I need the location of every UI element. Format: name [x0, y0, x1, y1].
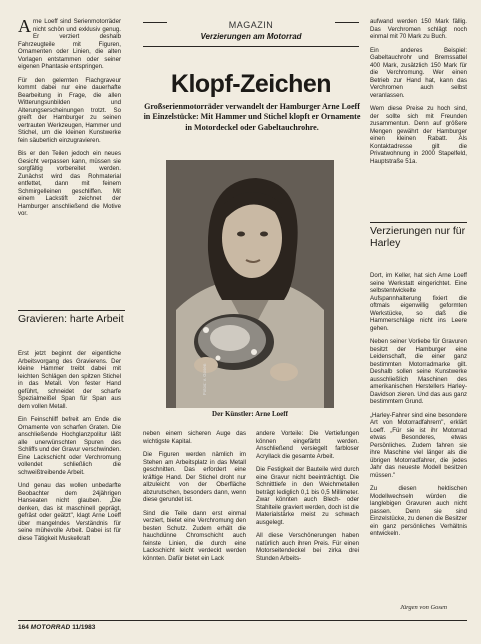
paragraph: Bis er den Teilen jedoch ein neues Gesicht verpassen kann, müssen sie sorgfältig vorbereitet werden. Zunächst wird das Rohmaterial entfettet, dann mit feinem Schmirgelleinen geschliffen. Mit einem Lackstift zeichnet der Hamburger anschließend die Motive vor. — [18, 150, 121, 217]
paragraph: Zu diesen hektischen Modellwechseln würden die langlebigen Gravuren auch nicht passen. Denn sie sind Einzelstücke, zu denen die Besitzer ein ganz persönliches Verhältnis entwickeln. — [370, 485, 467, 537]
headline: Klopf-Zeichen — [170, 70, 332, 98]
paragraph: Neben seiner Vorliebe für Gravuren besitzt der Hamburger eine Leidenschaft, die einer ganz bestimmten Motorradmarke gilt. Deshalb sollen seine Kunstwerke ausschließlich Maschinen des amerikanischen Herstellers Harley-Davidson zieren. Und das aus ganz bestimmtem Grund. — [370, 338, 467, 405]
intro-text: rne Loeff sind Serienmotorräder nicht schön und exklusiv genug. Er verziert deshalb Fahrzeugteile mit Figuren, Ornamenten oder Linien, die alten Vorlagen entstammen oder seiner eigenen Phantasie entspringen. — [18, 18, 121, 70]
photo-illustration — [166, 160, 334, 408]
page-number: 164 — [18, 624, 29, 631]
footer-rule — [18, 620, 467, 621]
author-byline: Jürgen von Gosen — [400, 604, 448, 611]
paragraph: „Harley-Fahrer sind eine besondere Art von Motorradfahrern", erklärt Loeff. „Für sie ist ihr Motorrad etwas Besonderes, etwas Persönliches. Zudem fahren sie ihre Maschine viel länger als die übrigen Motorradfahrer, die jedes Jahr das neueste Modell besitzen müssen." — [370, 411, 467, 479]
intro-paragraph — [18, 18, 121, 71]
paragraph: Erst jetzt beginnt der eigentliche Arbeitsvorgang des Gravierens. Der kleine Hammer treibt dabei mit leichten Schlägen den spitzen Stichel in das Metall. Von fester Hand geführt, schneidet der scharfe Spezialmeißel Span für Span aus dem vollen Metall. — [18, 350, 121, 410]
paragraph: neben einem sicheren Auge das wichtigste Kapital. — [143, 430, 246, 445]
column-3-bottom — [256, 430, 359, 618]
subhead-rule — [18, 310, 125, 311]
paragraph: Ein anderes Beispiel: Gabeltauchrohr und Bremssattel 400 Mark, zusätzlich 150 Mark für die Verchromung. Wer einen Betrieb zur Hand hat, kann das Verchromen auch selbst veranlassen. — [370, 46, 467, 99]
column-2-bottom — [143, 430, 246, 618]
section-title: Verzierungen am Motorrad — [200, 32, 302, 41]
column-1-top — [18, 18, 121, 224]
drop-cap: A — [18, 18, 31, 36]
paragraph: Wem diese Preise zu hoch sind, der sollte sich mit Freunden zusammentun. Denn auf größere Mengen gewährt der Hamburger einen kleinen Rabatt. Als Kontaktadresse gilt die Privatwohnung in 2000 Stapelfeld, Hauptstraße 51a. — [370, 105, 467, 165]
photo-credit: Fotos: v. Gosen — [202, 363, 207, 395]
page-footer — [18, 624, 95, 631]
portrait-photo — [166, 160, 334, 408]
deck: Großserienmotorräder verwandelt der Hamburger Arne Loeff in Einzelstücke: Mit Hammer und Stichel klopft er Ornamente in Motordeckel oder Gabeltauchrohre. — [143, 102, 361, 132]
kicker-rule-bottom — [143, 46, 359, 47]
column-4-top — [370, 18, 467, 171]
column-1-bottom — [18, 350, 121, 614]
section-label: MAGAZIN — [228, 20, 274, 30]
paragraph: Dort, im Keller, hat sich Arne Loeff seine Werkstatt eingerichtet. Eine selbstentwickelte Aufspannhalterung fixiert die oftmals eigenwillig geformten Werkstücke, so daß die Hammerschläge nicht ins Leere gehen. — [370, 272, 467, 332]
subhead-gravieren: Gravieren: harte Arbeit — [18, 313, 124, 325]
paragraph: All diese Verschönerungen haben natürlich auch ihren Preis. Für einen Motorseitendeckel bei zirka drei Stunden Arbeits- — [256, 532, 359, 562]
magazine-name: MOTORRAD — [30, 624, 71, 631]
paragraph: Die Figuren werden nämlich im Stehen am Arbeitsplatz in das Metall geschnitten. Das erfordert eine kräftige Hand. Der Stichel droht nur allzuleicht von der Oberfläche abzurutschen, besonders dann, wenn diese gerundet ist. — [143, 451, 246, 503]
paragraph: Für den gelernten Flachgraveur kommt dabei nur eine dauerhafte Bearbeitung in Frage, die allen Witterungsunbilden und Alterungserscheinungen trotzt. So greift der Hamburger zu seinen vertrauten Werkzeugen, Hammer und Stichel, um die kleinen Kunstwerke fein säuberlich einzugravieren. — [18, 76, 121, 144]
paragraph: Ein Feinschliff befreit am Ende die Ornamente von scharfen Graten. Die anschließende Hochglanzpolitur läßt alle unerwünschten Spuren des Schliffs und der Gravur verschwinden. Eine Lackschicht oder Verchromung vollendet schließlich die schweißtreibende Arbeit. — [18, 416, 121, 476]
paragraph: Die Festigkeit der Bauteile wird durch eine Gravur nicht beeinträchtigt. Die Schnitttiefe in den Weichmetallen beträgt lediglich 0,1 bis 0,5 Millimeter. Zwar könnten auch Blech- oder Stahlteile graviert werden, doch ist die Materialstärke meist zu schwach ausgelegt. — [256, 466, 359, 526]
paragraph: Sind die Teile dann erst einmal verziert, bietet eine Verchromung den besten Schutz. Zudem erhält die hauchdünne Chromschicht auch feinste Linien, die durch eine Lackschicht leicht verdeckt werden könnten. Dafür bietet ein Lack — [143, 509, 246, 562]
paragraph: andere Vorteile: Die Vertiefungen können eingefärbt werden. Anschließend versiegelt farbloser Acryllack die gesamte Arbeit. — [256, 430, 359, 460]
photo-caption: Der Künstler: Arne Loeff — [212, 410, 288, 418]
column-4-bottom — [370, 272, 467, 602]
paragraph: aufwand werden 150 Mark fällig. Das Verchromen schlägt noch einmal mit 70 Mark zu Buch. — [370, 18, 467, 40]
section-kicker — [143, 20, 359, 41]
issue-number: 11/1983 — [72, 624, 96, 631]
subhead-harley: Verzierungen nur für Harley — [370, 225, 466, 249]
paragraph: Und genau das wollen unbedarfte Beobachter dem 24jährigen Hanseaten nicht glauben. „Die denken, das ist maschinell geprägt, gefräst oder geätzt", klagt Arne Loeff über mangelndes Verständnis für seine mühevolle Arbeit. Dabei ist für diese Tätigkeit Muskelkraft — [18, 482, 121, 542]
subhead-rule — [370, 222, 467, 223]
